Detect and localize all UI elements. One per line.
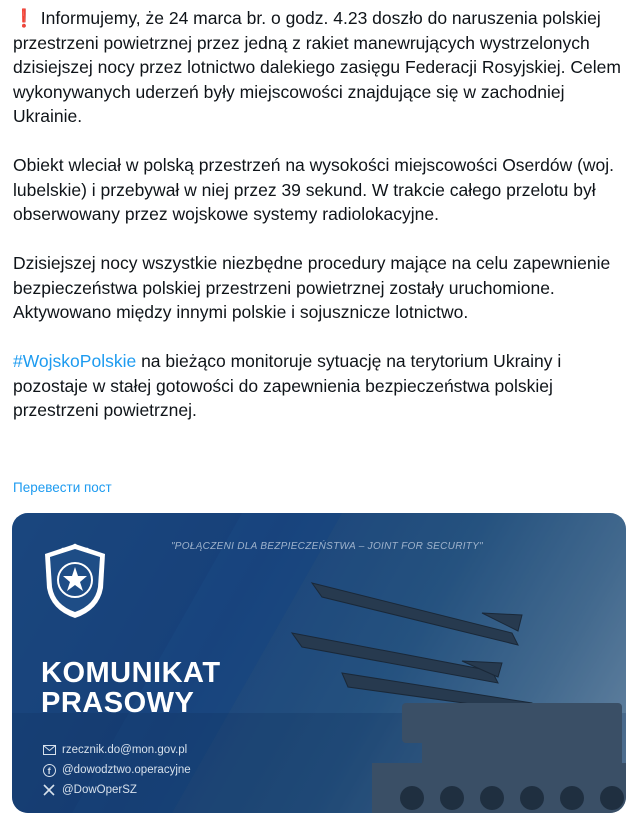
mail-icon (42, 743, 56, 757)
post-paragraph-3: Dzisiejszej nocy wszystkie niezbędne procedury mające na celu zapewnienie bezpieczeństwa polskiej przestrzeni powietrznej zostały uruchomione. Aktywowano między innymi polskie i sojusznicze lotnictwo. (13, 253, 611, 322)
contact-x-text: @DowOperSZ (62, 784, 137, 796)
slogan: "POŁĄCZENI DLA BEZPIECZEŃSTWA – JOINT FOR SECURITY" (170, 541, 484, 552)
post-paragraph-4 (13, 349, 633, 423)
contact-facebook (42, 761, 191, 779)
svg-text:f: f (47, 765, 51, 776)
contact-email-text: rzecznik.do@mon.gov.pl (62, 744, 188, 756)
headline-line-2: PRASOWY (41, 687, 195, 719)
post-text (13, 6, 633, 423)
contact-list (42, 741, 191, 801)
exclamation-icon: ❗ (13, 8, 35, 28)
facebook-icon (42, 763, 56, 777)
headline-line-1: KOMUNIKAT (41, 657, 221, 689)
post-paragraph-2: Obiekt wleciał w polską przestrzeń na wysokości miejscowości Oserdów (woj. lubelskie) i przebywał w niej przez 39 sekund. W trakcie całego przelotu był obserwowany przez wojskowe systemy radiolokacyjne. (13, 155, 615, 224)
paragraph-4-text: na bieżąco monitoruje sytuację na terytorium Ukrainy i pozostaje w stałej gotowości do zapewnienia bezpieczeństwa polskiej przestrzeni powietrznej. (13, 351, 562, 420)
x-icon (42, 783, 56, 797)
media-card[interactable] (12, 513, 626, 813)
command-emblem-icon (39, 540, 111, 622)
missile-launcher-graphic (282, 553, 626, 813)
paragraph-1-text: Informujemy, że 24 marca br. o godz. 4.23 doszło do naruszenia polskiej przestrzeni powietrznej przez jedną z rakiet manewrujących wystrzelonych dzisiejszej nocy przez lotnictwo dalekiego zasięgu Federacji Rosyjskiej. Celem wykonywanych uderzeń były miejscowości znajdujące się w zachodniej Ukrainie. (13, 8, 621, 126)
post-paragraph-1 (13, 6, 633, 129)
contact-x (42, 781, 191, 799)
hashtag-link[interactable]: #WojskoPolskie (13, 351, 137, 371)
headline (41, 658, 221, 718)
translate-post-link[interactable]: Перевести пост (13, 480, 112, 495)
contact-email (42, 741, 191, 759)
contact-facebook-text: @dowodztwo.operacyjne (62, 764, 191, 776)
